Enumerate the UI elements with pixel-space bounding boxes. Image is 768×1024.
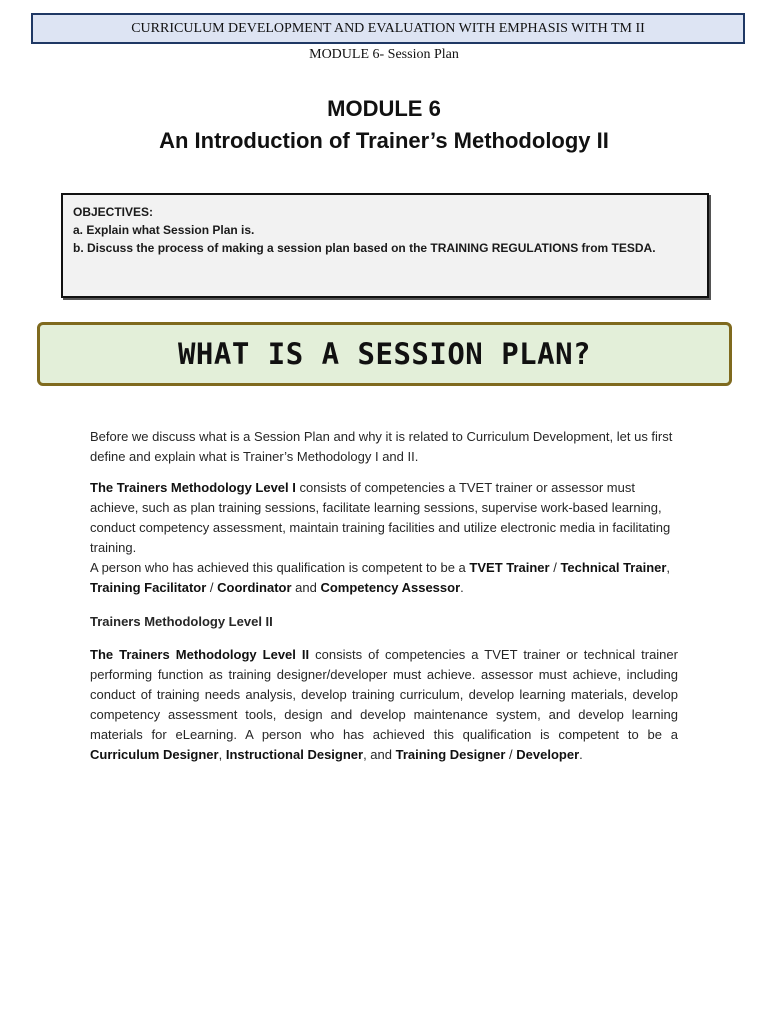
tm1-lead: The Trainers Methodology Level I xyxy=(90,480,296,495)
intro-paragraph: Before we discuss what is a Session Plan and why it is related to Curriculum Development, let us first define and explain what is Trainer’s Methodology I and II. xyxy=(90,429,673,464)
course-title: CURRICULUM DEVELOPMENT AND EVALUATION WITH EMPHASIS WITH TM II xyxy=(131,20,645,36)
objective-item: b. Discuss the process of making a session plan based on the TRAINING REGULATIONS from TESDA. xyxy=(73,241,656,255)
banner-text: WHAT IS A SESSION PLAN? xyxy=(177,337,592,371)
tm2-text: consists of competencies a TVET trainer or technical trainer performing function as training designer/developer must achieve. assessor must achieve, including conduct of training needs analysis, develop training curriculum, develop learning materials, develop competency assessment tools, design and develop maintenance system, and develop learning materials for eLearning. xyxy=(90,647,678,742)
module-subtitle: An Introduction of Trainer’s Methodology II xyxy=(159,128,609,153)
tm2-heading: Trainers Methodology Level II xyxy=(90,614,273,629)
tm2-role: Instructional Designer xyxy=(225,747,364,762)
objectives-heading: OBJECTIVES: xyxy=(73,205,154,219)
separator: / xyxy=(505,747,517,762)
tm1-paragraph xyxy=(90,478,678,598)
tm1-role: TVET Trainer xyxy=(469,560,550,575)
tm1-role: Coordinator xyxy=(217,580,292,595)
tm1-role: Training Facilitator xyxy=(90,580,207,595)
separator: , xyxy=(218,747,226,762)
course-header-bar xyxy=(31,13,745,44)
tm2-role: Training Designer xyxy=(395,747,506,762)
module-label: MODULE 6- Session Plan xyxy=(309,47,459,62)
separator: and xyxy=(291,580,321,595)
tm1-role: Technical Trainer xyxy=(560,560,667,575)
period: . xyxy=(460,580,464,595)
separator: / xyxy=(206,580,218,595)
tm2-lead: The Trainers Methodology Level II xyxy=(90,647,310,662)
objective-item: a. Explain what Session Plan is. xyxy=(73,223,255,237)
tm2-role: Developer xyxy=(516,747,580,762)
tm1-qualification: A person who has achieved this qualification is competent to be a xyxy=(90,560,470,575)
separator: , and xyxy=(363,747,396,762)
tm1-role: Competency Assessor xyxy=(320,580,461,595)
objectives-box xyxy=(61,193,709,298)
separator: , xyxy=(666,560,671,575)
tm2-paragraph xyxy=(90,645,678,765)
tm1-text: consists of competencies a TVET trainer or assessor must achieve, such as plan training sessions, facilitate learning sessions, supervise work-based learning, conduct competency assessment, maintain training facilities and utilize electronic media in facilitating training. xyxy=(90,480,671,555)
period: . xyxy=(579,747,583,762)
tm2-role: Curriculum Designer xyxy=(90,747,219,762)
separator: / xyxy=(549,560,561,575)
tm2-qualification: A person who has achieved this qualification is competent to be a xyxy=(245,727,678,742)
module-title: MODULE 6 xyxy=(327,96,441,121)
session-plan-banner xyxy=(37,322,732,386)
